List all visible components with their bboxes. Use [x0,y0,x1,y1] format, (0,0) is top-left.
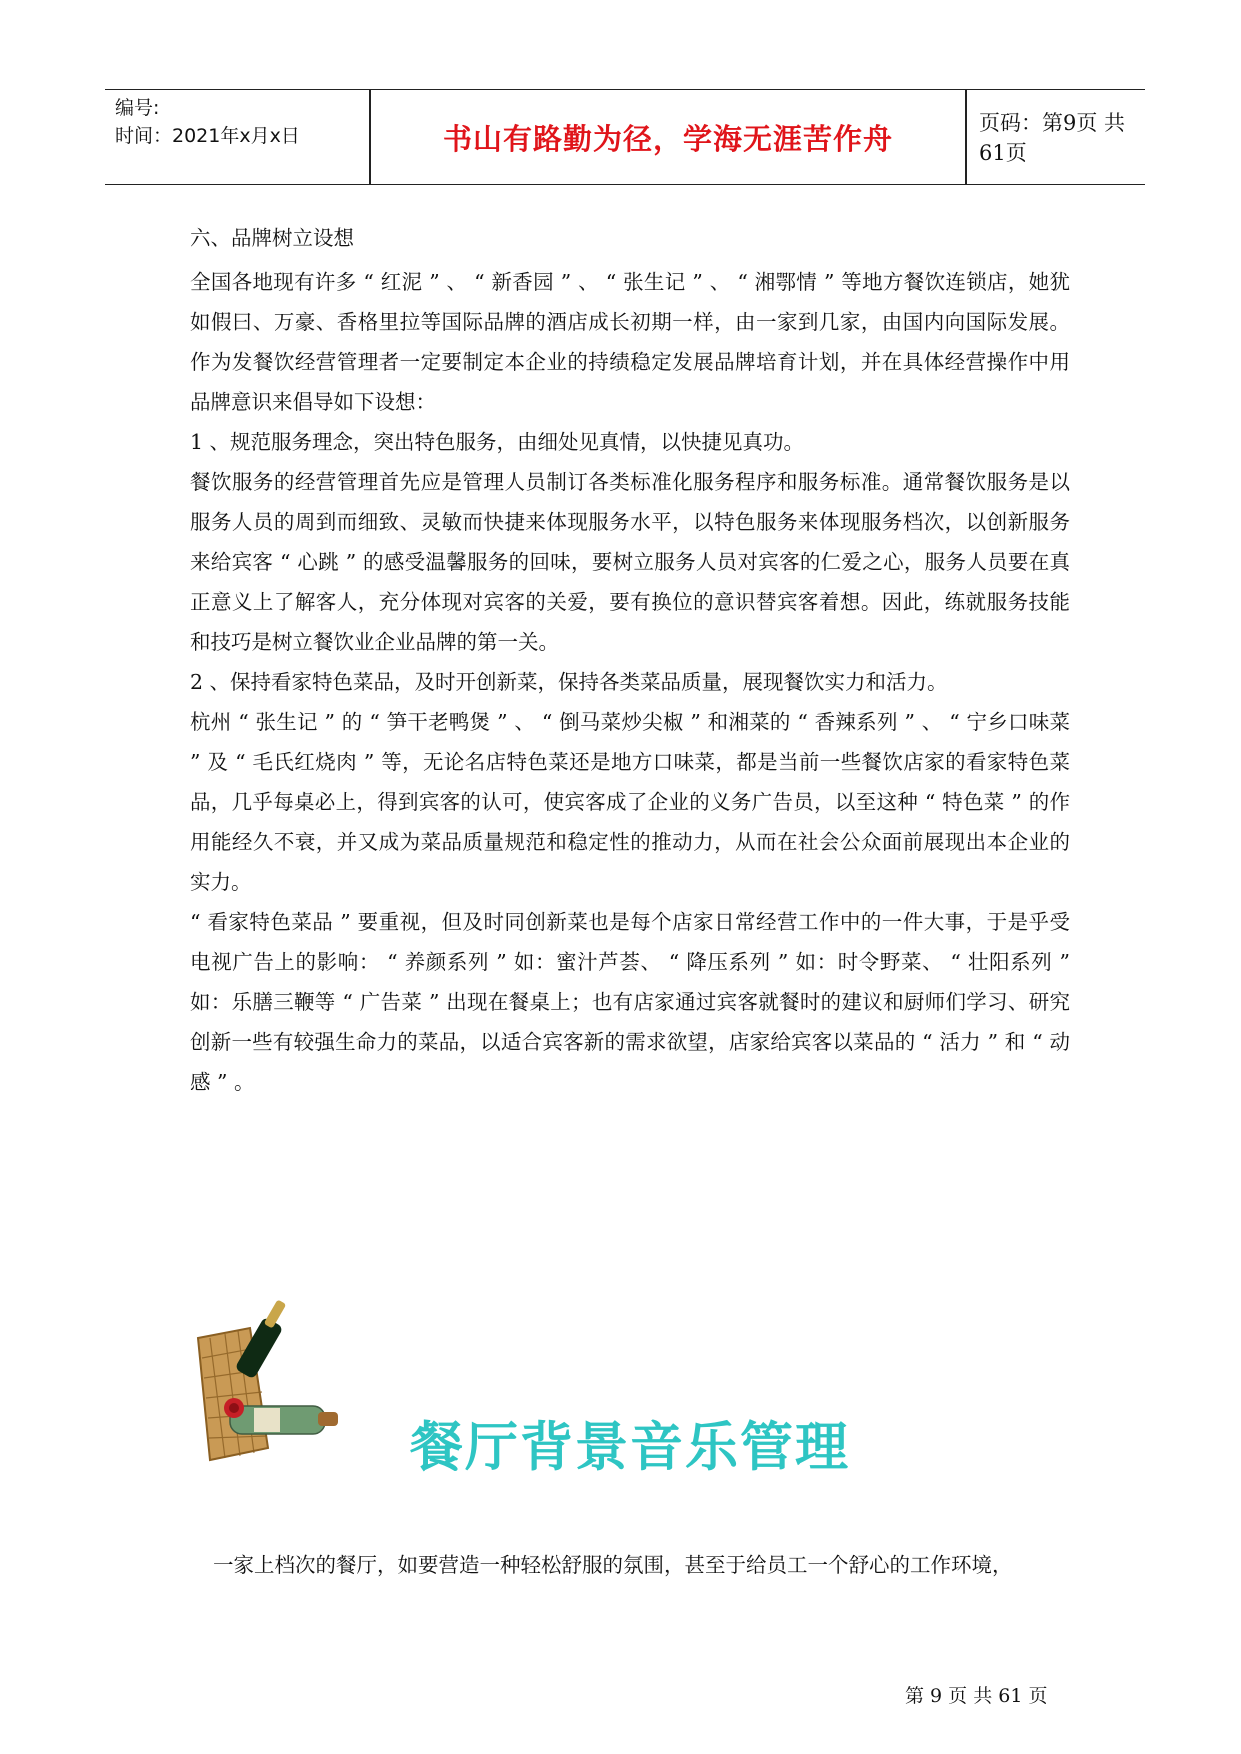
body-paragraph: “ 看家特色菜品 ” 要重视，但及时同创新菜也是每个店家日常经营工作中的一件大事，于是乎受电视广告上的影响： “ 养颜系列 ” 如：蜜汁芦荟、 “ 降压系列 ” 如：时令野菜、 “ 壮阳系列 ” 如：乐膳三鞭等 “ 广告菜 ” 出现在餐桌上；也有店家通过宾客就餐时的建议和厨师们学习、研究创新一些有较强生命力的菜品，以适合宾客新的需求欲望，店家给宾客以菜品的 “ 活力 ” 和 “ 动感 ” 。 [190,910,1070,1094]
document-time-label: 时间：2021年x月x日 [115,125,300,147]
intro-paragraph: 一家上档次的餐厅，如要营造一种轻松舒服的氛围，甚至于给员工一个舒心的工作环境， [213,1553,1013,1577]
section-title: 餐厅背景音乐管理 [410,1417,850,1478]
page-header [105,89,1145,185]
header-page-label: 页码：第9页 共61页 [979,111,1126,165]
section-heading: 六、品牌树立设想 [190,226,354,250]
wine-basket-image [190,1298,342,1464]
header-motto: 书山有路勤为径，学海无涯苦作舟 [442,121,893,156]
document-body [190,218,1070,1102]
document-number-label: 编号: [115,97,160,119]
body-paragraph: 杭州 “ 张生记 ” 的 “ 笋干老鸭煲 ” 、 “ 倒马菜炒尖椒 ” 和湘菜的 “ 香辣系列 ” 、 “ 宁乡口味菜 ” 及 “ 毛氏红烧肉 ” 等，无论名店特色菜还是地方口味菜，都是当前一些餐饮店家的看家特色菜品，几乎每桌必上，得到宾客的认可，使宾客成了企业的义务广告员，以至这种 “ 特色菜 ” 的作用能经久不衰，并又成为菜品质量规范和稳定性的推动力，从而在社会公众面前展现出本企业的实力。 [190,710,1070,894]
body-paragraph: 全国各地现有许多 “ 红泥 ” 、 “ 新香园 ” 、 “ 张生记 ” 、 “ 湘鄂情 ” 等地方餐饮连锁店，她犹如假曰、万豪、香格里拉等国际品牌的酒店成长初期一样，由一家到几家，由国内向国际发展。作为发餐饮经营管理者一定要制定本企业的持绩稳定发展品牌培育计划，并在具体经营操作中用品牌意识来倡导如下设想： [190,270,1070,414]
header-divider [965,90,967,184]
header-meta [115,94,365,150]
body-paragraph: 餐饮服务的经营管理首先应是管理人员制订各类标准化服务程序和服务标准。通常餐饮服务是以服务人员的周到而细致、灵敏而快捷来体现服务水平，以特色服务来体现服务档次，以创新服务来给宾客 “ 心跳 ” 的感受温馨服务的回味，要树立服务人员对宾客的仁爱之心，服务人员要在真正意义上了解客人，充分体现对宾客的关爱，要有换位的意识替宾客着想。因此，练就服务技能和技巧是树立餐饮业企业品牌的第一关。 [190,470,1070,654]
page-footer: 第 9 页 共 61 页 [905,1685,1048,1707]
body-paragraph: 1 、规范服务理念，突出特色服务，由细处见真情，以快捷见真功。 [190,430,805,454]
body-paragraph: 2 、保持看家特色菜品，及时开创新菜，保持各类菜品质量，展现餐饮实力和活力。 [190,670,948,694]
